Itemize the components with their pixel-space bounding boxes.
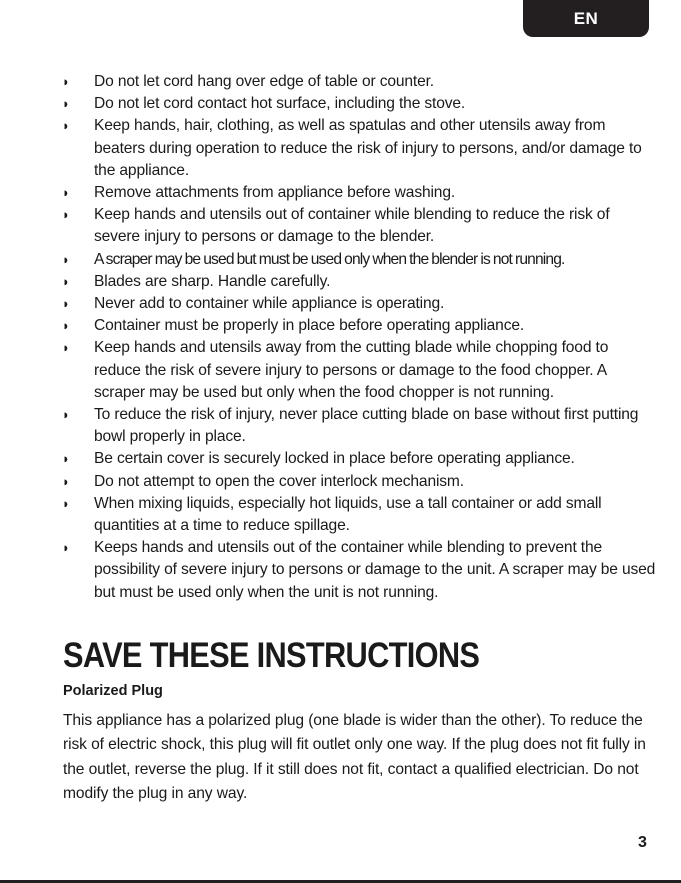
polarized-plug-heading: Polarized Plug: [63, 683, 163, 699]
warning-item: [62, 71, 657, 93]
bullet-icon: ◗: [62, 318, 70, 334]
bullet-icon: ◗: [62, 451, 70, 467]
warning-item: [62, 404, 657, 448]
bullet-icon: ◗: [62, 340, 70, 356]
warning-text: To reduce the risk of injury, never place cutting blade on base without first putting bowl properly in place.: [94, 406, 639, 446]
warning-text: Container must be properly in place before operating appliance.: [94, 317, 525, 335]
warning-text: Never add to container while appliance is operating.: [94, 295, 445, 313]
bullet-icon: ◗: [62, 296, 70, 312]
warning-item: [62, 115, 657, 182]
warning-item: [62, 204, 657, 248]
warning-item: [62, 249, 657, 271]
warning-item: [62, 471, 657, 493]
bullet-icon: ◗: [62, 473, 70, 489]
warning-text: Keep hands and utensils out of container while blending to reduce the risk of severe injury to persons or damage to the blender.: [94, 206, 610, 246]
warning-text: When mixing liquids, especially hot liquids, use a tall container or add small quantities at a time to reduce spillage.: [94, 494, 602, 535]
warning-item: [62, 182, 657, 204]
warning-item: [62, 315, 657, 337]
warning-text: Keep hands and utensils away from the cutting blade while chopping food to reduce the risk of severe injury to persons or damage to the food chopper. A scraper may be used but only when the food chopper is not running.: [94, 339, 609, 401]
bullet-icon: ◗: [62, 407, 70, 423]
warning-text: Do not let cord hang over edge of table or counter.: [94, 73, 434, 90]
warning-item: [62, 271, 657, 293]
warning-item: [62, 448, 657, 470]
warning-item: [62, 493, 657, 537]
bullet-icon: ◗: [62, 495, 70, 511]
safety-warnings-list: [62, 71, 657, 604]
warning-text: Keeps hands and utensils out of the container while blending to prevent the possibility of severe injury to persons or damage to the unit. A scraper may be used but must be used only when the unit is not running.: [94, 539, 656, 601]
warning-text: Blades are sharp. Handle carefully.: [94, 272, 331, 290]
warning-text: A scraper may be used but must be used only when the blender is not running.: [94, 250, 565, 268]
warning-item: [62, 93, 657, 115]
warning-item: [62, 537, 657, 604]
save-instructions-heading: SAVE THESE INSTRUCTIONS: [63, 636, 480, 675]
bullet-icon: ◗: [62, 273, 70, 289]
bullet-icon: ◗: [62, 540, 70, 556]
bullet-icon: ◗: [62, 96, 70, 112]
language-tab: [523, 0, 649, 37]
language-tab-label: EN: [573, 8, 599, 28]
bullet-icon: ◗: [62, 207, 70, 223]
bullet-icon: ◗: [62, 251, 70, 267]
warning-text: Do not attempt to open the cover interlock mechanism.: [94, 472, 464, 490]
warning-text: Be certain cover is securely locked in place before operating appliance.: [94, 450, 575, 468]
warning-item: [62, 293, 657, 315]
warning-text: Do not let cord contact hot surface, including the stove.: [94, 95, 466, 113]
bullet-icon: ◗: [62, 74, 70, 89]
warning-item: [62, 337, 657, 404]
bullet-icon: ◗: [62, 118, 70, 134]
page-number: 3: [638, 834, 647, 851]
warning-text: Remove attachments from appliance before washing.: [94, 184, 456, 202]
bullet-icon: ◗: [62, 185, 70, 201]
polarized-plug-paragraph: This appliance has a polarized plug (one blade is wider than the other). To reduce the risk of electric shock, this plug will fit outlet only one way. If the plug does not fit fully in the outlet, reverse the plug. If it still does not fit, contact a qualified electrician. Do not modify the plug in any way.: [63, 712, 646, 803]
warning-text: Keep hands, hair, clothing, as well as spatulas and other utensils away from beaters during operation to reduce the risk of injury to persons, and/or damage to the appliance.: [94, 117, 642, 179]
